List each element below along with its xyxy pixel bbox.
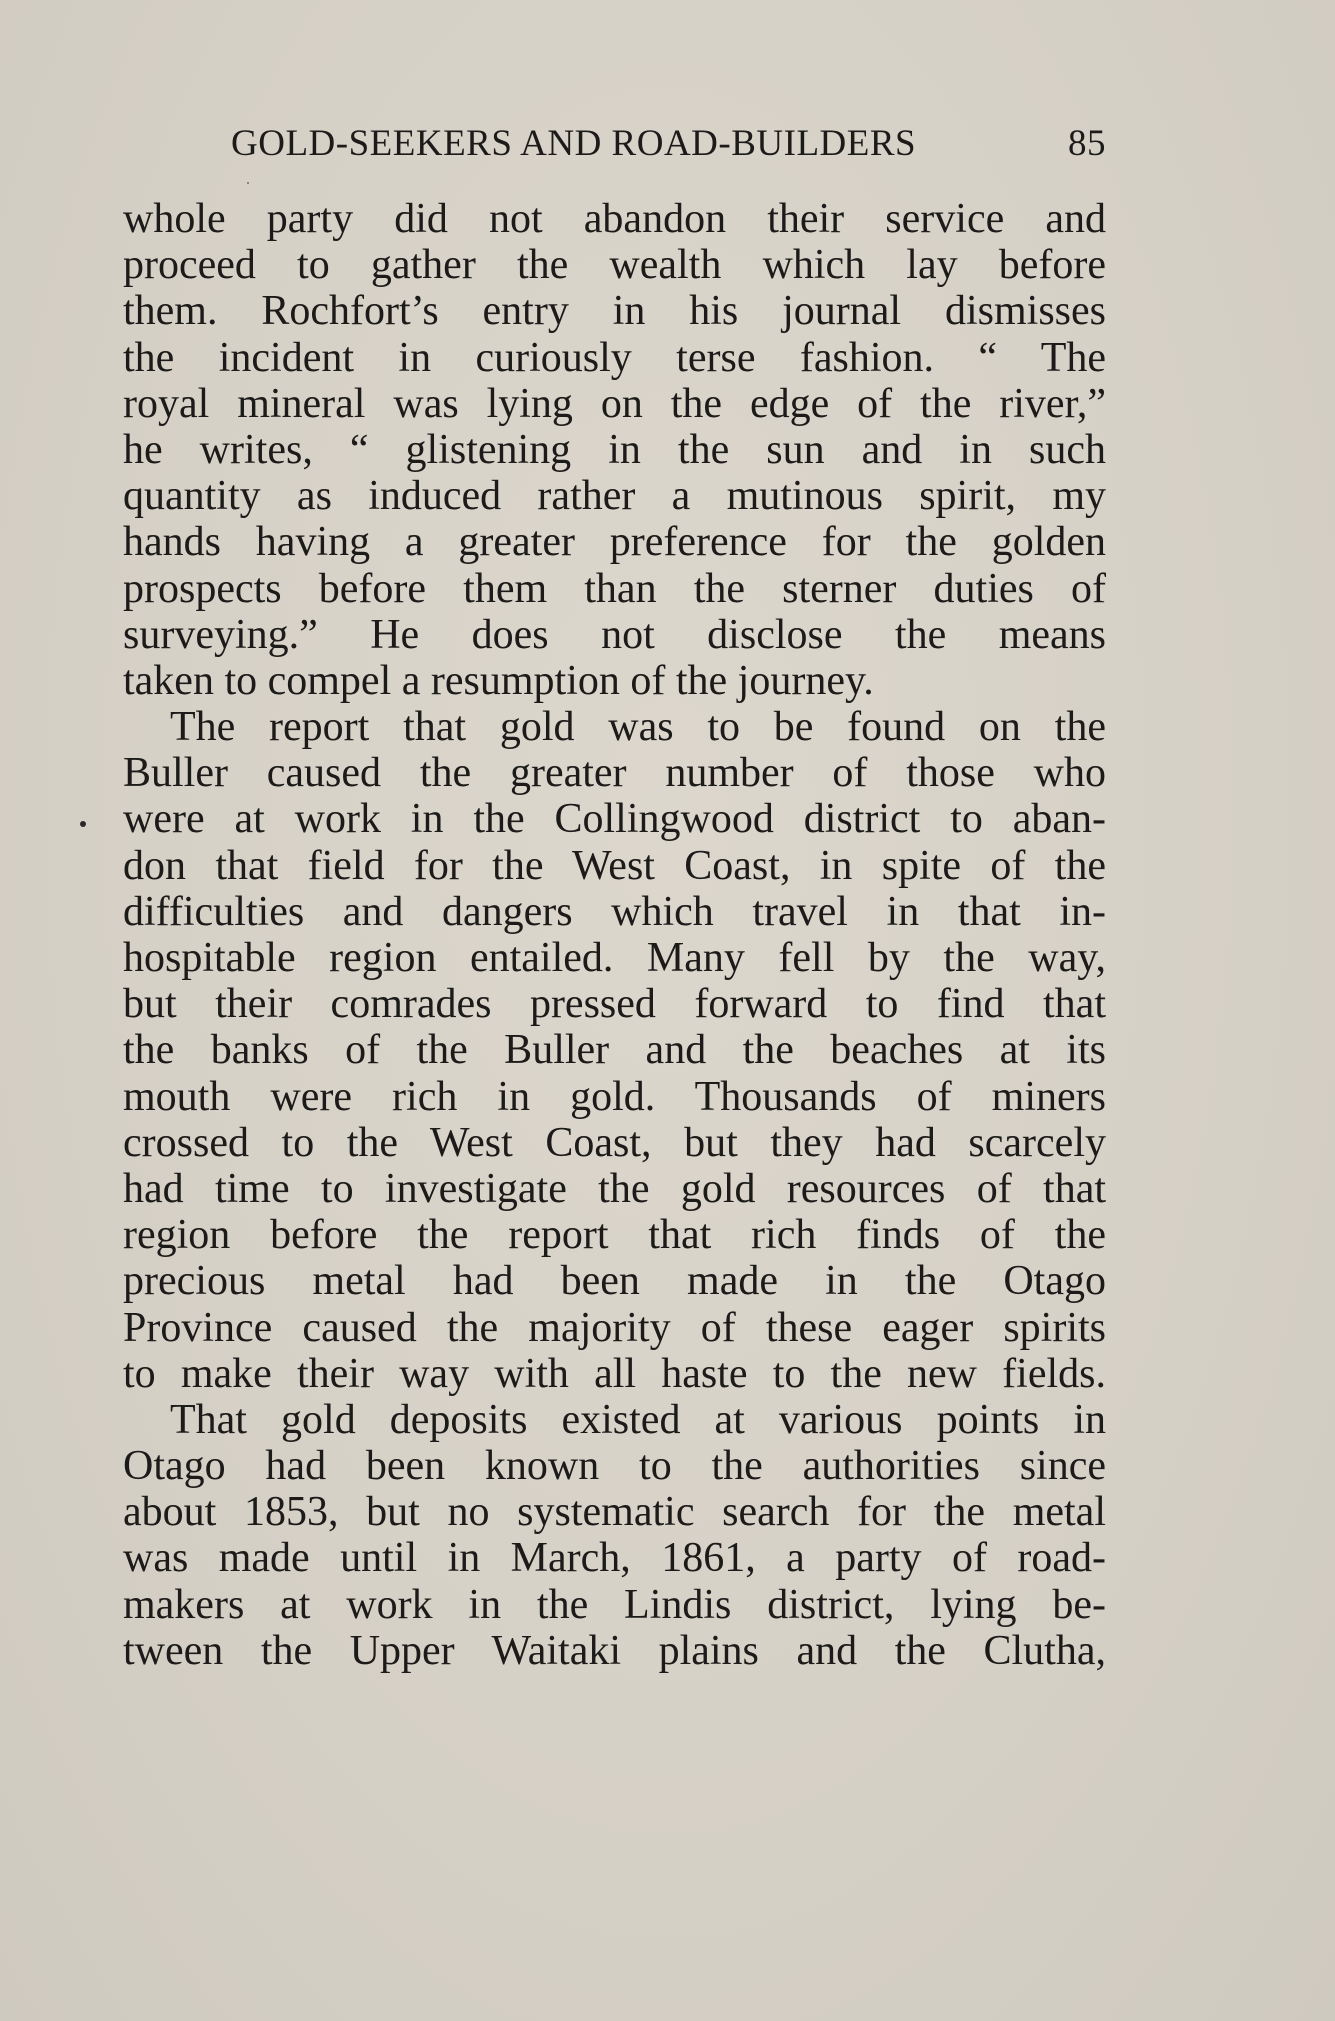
text-line: mouth were rich in gold. Thousands of miners	[123, 1073, 1106, 1120]
text-line: but their comrades pressed forward to find that	[123, 981, 1106, 1028]
text-line: hands having a greater preference for the golden	[123, 519, 1106, 566]
text-line: were at work in the Collingwood district to aban-	[123, 796, 1106, 843]
text-line: hospitable region entailed. Many fell by the way,	[123, 935, 1106, 981]
text-line: surveying.” He does not disclose the means	[123, 611, 1106, 658]
text-line: the banks of the Buller and the beaches at its	[123, 1027, 1106, 1074]
text-line: precious metal had been made in the Otago	[123, 1258, 1106, 1305]
text-line: Otago had been known to the authorities since	[123, 1443, 1106, 1490]
page-number: 85	[1068, 123, 1106, 164]
text-line: he writes, “ glistening in the sun and in such	[123, 426, 1106, 473]
margin-dot	[80, 821, 86, 827]
paragraph-start-line: The report that gold was to be found on the	[170, 704, 1106, 751]
text-line: crossed to the West Coast, but they had scarcely	[123, 1119, 1106, 1166]
paragraph-end-line: taken to compel a resumption of the journey.	[123, 657, 874, 704]
text-line: region before the report that rich finds of the	[123, 1212, 1106, 1259]
text-line: Buller caused the greater number of those who	[123, 750, 1106, 797]
text-line: makers at work in the Lindis district, lying be-	[123, 1581, 1106, 1628]
text-line: Province caused the majority of these eager spirits	[123, 1304, 1106, 1351]
text-line: was made until in March, 1861, a party of road-	[123, 1535, 1106, 1582]
paragraph-start-line: That gold deposits existed at various points in	[170, 1396, 1106, 1443]
paragraph-end-line: to make their way with all haste to the new fields.	[123, 1350, 1106, 1397]
text-line: whole party did not abandon their service and	[123, 196, 1106, 242]
running-head	[123, 122, 1106, 170]
text-line: about 1853, but no systematic search for the metal	[123, 1489, 1106, 1536]
running-title: GOLD-SEEKERS AND ROAD-BUILDERS	[231, 123, 917, 164]
text-line: quantity as induced rather a mutinous spirit, my	[123, 473, 1106, 520]
text-line: them. Rochfort’s entry in his journal dismisses	[123, 288, 1106, 335]
text-line: the incident in curiously terse fashion. “ The	[123, 334, 1106, 381]
text-line: royal mineral was lying on the edge of the river,”	[123, 380, 1106, 427]
print-speck	[247, 182, 249, 184]
text-line: difficulties and dangers which travel in that in-	[123, 888, 1106, 935]
text-line: tween the Upper Waitaki plains and the Clutha,	[123, 1627, 1106, 1674]
text-line: don that field for the West Coast, in spite of the	[123, 842, 1106, 889]
text-line: proceed to gather the wealth which lay before	[123, 242, 1106, 289]
body-text	[123, 196, 1106, 1674]
text-line: prospects before them than the sterner duties of	[123, 565, 1106, 612]
text-line: had time to investigate the gold resources of that	[123, 1165, 1106, 1212]
